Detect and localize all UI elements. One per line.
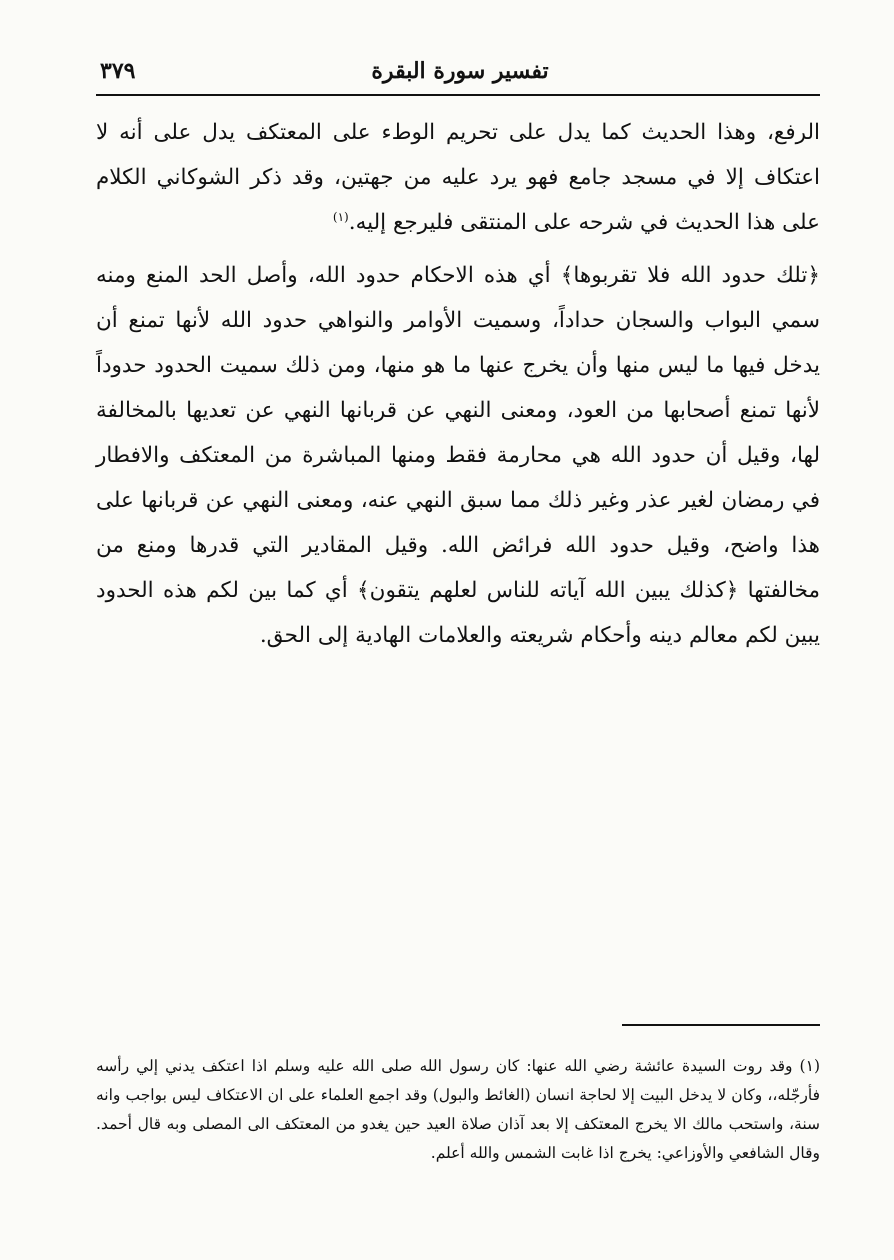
- paragraph-2: ﴿تلك حدود الله فلا تقربوها﴾ أي هذه الاحكام حدود الله، وأصل الحد المنع ومنه سمي البواب والسجان حداداً، وسميت الأوامر والنواهي حدود الله لأنها تمنع أن يدخل فيها ما ليس منها وأن يخرج عنها ما هو منها، ومن ذلك سميت الحدود حدوداً لأنها تمنع أصحابها من العود، ومعنى النهي عن قربانها النهي عن تعديها بالمخالفة لها، وقيل أن حدود الله هي محارمة فقط ومنها المباشرة من المعتكف والافطار في رمضان لغير عذر وغير ذلك مما سبق النهي عنه، ومعنى النهي عن قربانها على هذا واضح، وقيل حدود الله فرائض الله. وقيل المقادير التي قدرها ومنع من مخالفتها ﴿كذلك يبين الله آياته للناس لعلهم يتقون﴾ أي كما بين لكم هذه الحدود يبين لكم معالم دينه وأحكام شريعته والعلامات الهادية إلى الحق.: [96, 263, 820, 648]
- paragraph-1: [96, 110, 820, 245]
- header-rule: [96, 94, 820, 96]
- footnote: [96, 1052, 820, 1168]
- page-number: ٣٧٩: [100, 58, 136, 84]
- running-title: تفسير سورة البقرة: [371, 58, 549, 84]
- footnote-reference: (١): [332, 209, 349, 224]
- main-text: [96, 110, 820, 658]
- paragraph-1-text: الرفع، وهذا الحديث كما يدل على تحريم الوطء على المعتكف يدل على أنه لا اعتكاف إلا في مسجد جامع فهو يرد عليه من جهتين، وقد ذكر الشوكاني الكلام على هذا الحديث في شرحه على المنتقى فليرجع إليه.: [96, 120, 820, 235]
- footnote-rule: [622, 1024, 820, 1026]
- page-header: [100, 58, 820, 88]
- footnote-text: (١) وقد روت السيدة عائشة رضي الله عنها: كان رسول الله صلى الله عليه وسلم اذا اعتكف يدني إلي رأسه فأرجّله،، وكان لا يدخل البيت إلا لحاجة انسان (الغائط والبول) وقد اجمع العلماء على ان الاعتكاف ليس بواجب وانه سنة، واستحب مالك الا يخرج المعتكف إلا بعد آذان صلاة العيد حين يغدو من المعتكف الى المصلى وبه قال أحمد. وقال الشافعي والأوزاعي: يخرج اذا غابت الشمس والله أعلم.: [96, 1057, 820, 1162]
